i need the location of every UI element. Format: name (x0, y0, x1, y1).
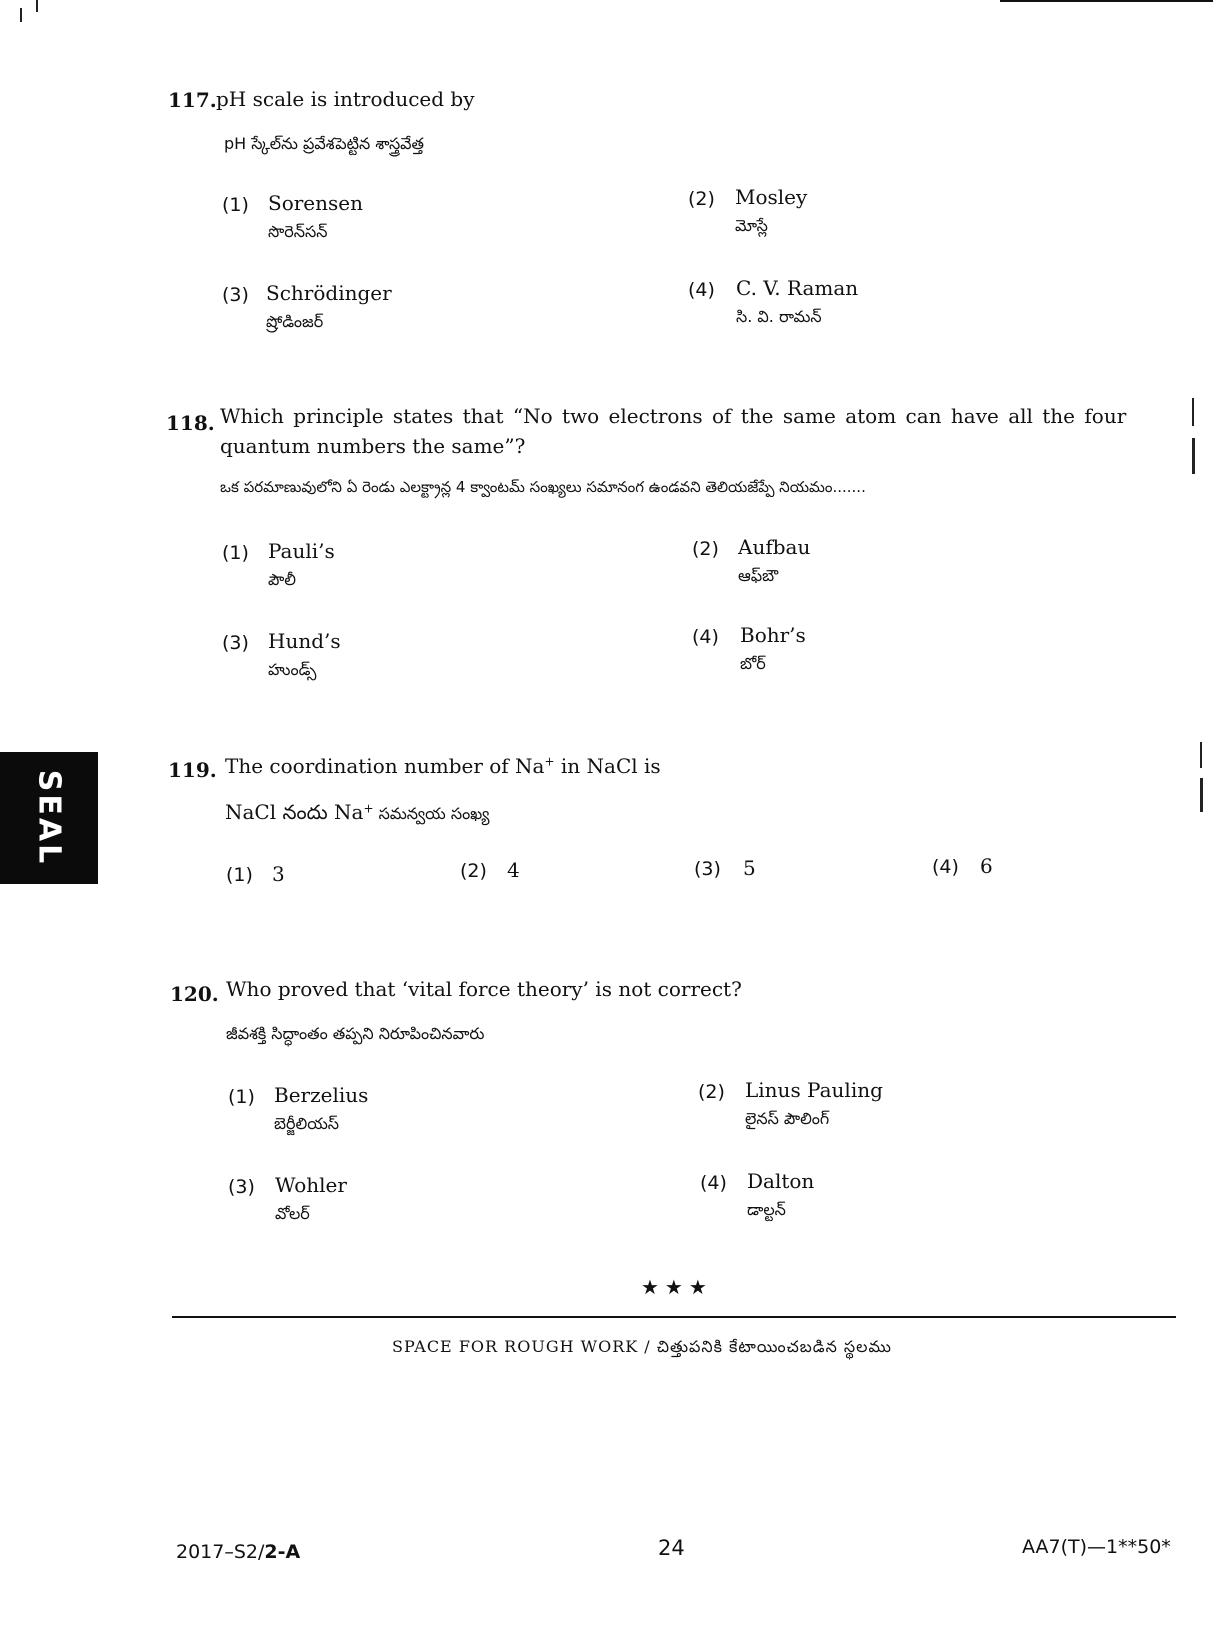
option-number: (3) (228, 1176, 255, 1198)
option-number: (1) (222, 194, 249, 216)
top-right-rule (1000, 0, 1213, 2)
option-number: (4) (700, 1172, 727, 1194)
option-number: (1) (228, 1086, 255, 1108)
superscript: + (363, 801, 374, 816)
option-text-telugu: బెర్జీలియస్ (274, 1114, 340, 1133)
question-number: 118. (166, 411, 215, 435)
option-text: Bohr’s (740, 623, 806, 647)
superscript: + (544, 754, 555, 769)
question-number: 119. (168, 758, 217, 782)
question-text-part: in NaCl is (554, 754, 661, 778)
option-text: Schrödinger (266, 281, 392, 305)
option-text-telugu: సి. వి. రామన్ (736, 307, 822, 326)
option-text-telugu: బోర్ (740, 654, 766, 673)
question-text (225, 754, 661, 778)
option-number: (3) (222, 284, 249, 306)
question-text-telugu: జీవశక్తి సిద్ధాంతం తప్పని నిరూపించినవారు (226, 1024, 485, 1043)
option-text-telugu: ఆఫ్‌బౌ (738, 566, 779, 585)
option-text-telugu: ష్రోడింజర్ (266, 312, 324, 331)
option-text-telugu: లైనస్ పౌలింగ్ (745, 1109, 830, 1128)
option-text: Berzelius (274, 1083, 369, 1107)
corner-mark (20, 8, 22, 22)
footer-code-right: AA7(T)—1**50* (1022, 1536, 1171, 1558)
option-number: (2) (688, 188, 715, 210)
corner-mark (36, 0, 38, 12)
option-text-telugu: హుండ్స్ (268, 660, 317, 679)
option-number: (1) (222, 542, 249, 564)
option-text-telugu: మోస్లే (735, 216, 768, 235)
seal-tab (0, 752, 98, 884)
margin-mark (1192, 398, 1194, 426)
option-text: 6 (980, 854, 993, 878)
seal-label: SEAL (31, 769, 67, 867)
option-text: Hund’s (268, 629, 341, 653)
option-text: 3 (272, 862, 285, 886)
rough-work-label: SPACE FOR ROUGH WORK / చిత్తుపనికి కేటాయించబడిన స్థలము (392, 1337, 892, 1356)
option-number: (1) (226, 864, 253, 886)
question-text-telugu: ఒక పరమాణువులోని ఏ రెండు ఎలక్ట్రాన్ల 4 క్వాంటమ్ సంఖ్యలు సమానంగ ఉండవని తెలియజేప్పే నియమం....... (220, 478, 866, 496)
question-text-telugu (225, 800, 489, 829)
option-text-telugu: పౌలీ (268, 570, 297, 589)
option-number: (4) (692, 626, 719, 648)
option-number: (2) (692, 538, 719, 560)
question-text: pH scale is introduced by (216, 87, 475, 111)
section-end-stars: ★★★ (641, 1275, 713, 1299)
question-text-part: The coordination number of Na (225, 754, 545, 778)
footer-code-plain: 2017–S2/ (176, 1541, 265, 1563)
question-text-part: సమన్వయ సంఖ్య (373, 804, 490, 823)
option-number: (2) (460, 860, 487, 882)
margin-mark (1192, 438, 1195, 474)
option-text: C. V. Raman (736, 276, 859, 300)
question-text: Which principle states that “No two electrons of the same atom can have all the four (220, 404, 1127, 428)
question-number: 120. (170, 982, 219, 1006)
option-text-telugu: వోలర్ (275, 1204, 310, 1223)
margin-mark (1200, 742, 1202, 768)
footer-code-bold: 2-A (264, 1541, 301, 1563)
option-text: Mosley (735, 185, 808, 209)
question-text: quantum numbers the same”? (220, 434, 526, 458)
footer-code-left (176, 1541, 300, 1563)
option-number: (3) (694, 858, 721, 880)
option-text: Dalton (747, 1169, 815, 1193)
question-text-telugu: pH స్కేల్‌ను ప్రవేశపెట్టిన శాస్త్రవేత్త (224, 134, 425, 153)
question-text-part: NaCl నందు Na (225, 800, 364, 824)
option-text-telugu: డాల్టన్ (747, 1200, 786, 1219)
option-text: Sorensen (268, 191, 363, 215)
option-text: 4 (507, 858, 520, 882)
option-text: 5 (743, 856, 756, 880)
option-text: Pauli’s (268, 539, 335, 563)
question-text: Who proved that ‘vital force theory’ is not correct? (226, 977, 742, 1001)
option-text: Wohler (275, 1173, 347, 1197)
page-number: 24 (658, 1536, 685, 1560)
margin-mark (1200, 778, 1203, 812)
option-number: (4) (932, 856, 959, 878)
option-number: (2) (698, 1081, 725, 1103)
question-number: 117. (168, 88, 217, 112)
option-text: Aufbau (738, 535, 811, 559)
option-number: (3) (222, 632, 249, 654)
rough-work-rule (172, 1316, 1176, 1318)
option-text-telugu: సొరెన్‌సన్ (268, 222, 328, 241)
option-text: Linus Pauling (745, 1078, 883, 1102)
option-number: (4) (688, 279, 715, 301)
